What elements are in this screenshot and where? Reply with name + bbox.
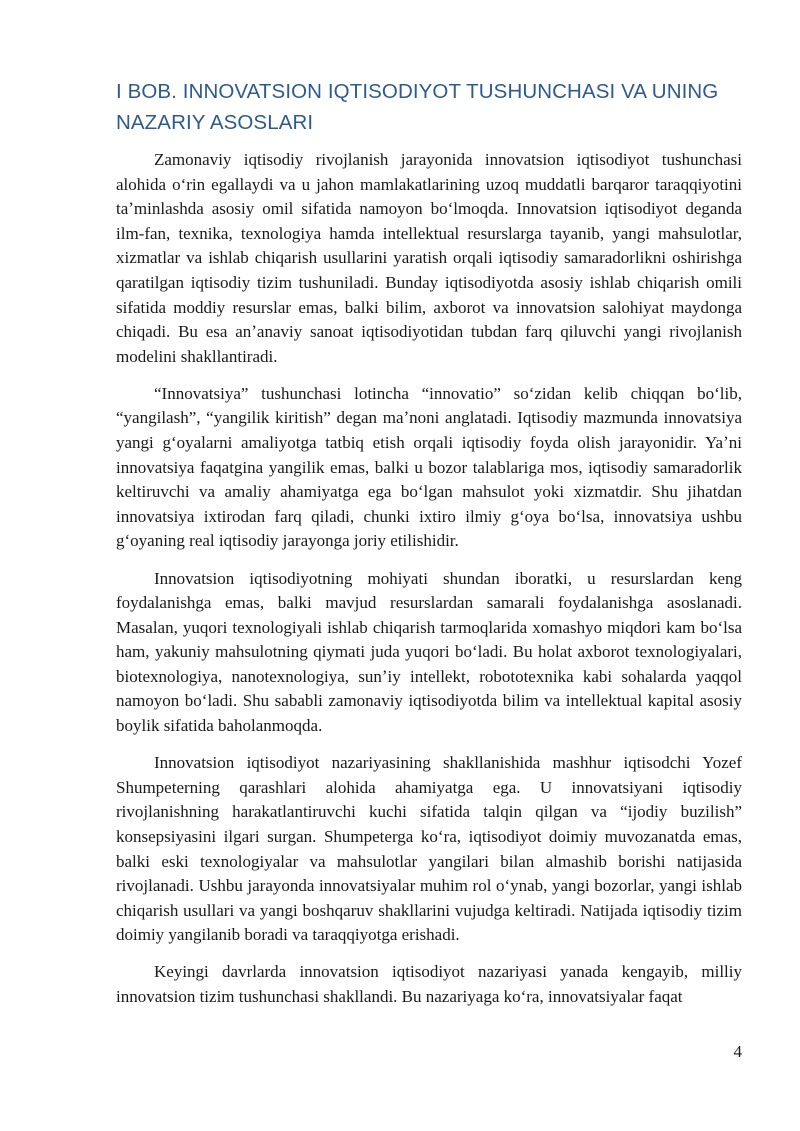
paragraph: Keyingi davrlarda innovatsion iqtisodiyot nazariyasi yanada kengayib, milliy innovatsion tizim tushunchasi shakllandi. Bu nazariyaga koʻra, innovatsiyalar faqat	[116, 962, 742, 1006]
paragraph: Innovatsion iqtisodiyot nazariyasining shakllanishida mashhur iqtisodchi Yozef Shumpeterning qarashlari alohida ahamiyatga ega. U innovatsiyani iqtisodiy rivojlanishning harakatlantiruvchi kuchi sifatida talqin qilgan va “ijodiy buzilish” konsepsiyasini ilgari surgan. Shumpeterga koʻra, iqtisodiyot doimiy muvozanatda emas, balki eski texnologiyalar va mahsulotlar yangilari bilan almashib borishi natijasida rivojlanadi. Ushbu jarayonda innovatsiyalar muhim rol oʻynab, yangi bozorlar, yangi ishlab chiqarish usullari va yangi boshqaruv shakllarini vujudga keltiradi. Natijada iqtisodiy tizim doimiy yangilanib boradi va taraqqiyotga erishadi.	[116, 753, 742, 945]
chapter-title: I BOB. INNOVATSION IQTISODIYOT TUSHUNCHASI VA UNING NAZARIY ASOSLARI	[116, 80, 719, 134]
paragraph: “Innovatsiya” tushunchasi lotincha “innovatio” soʻzidan kelib chiqqan boʻlib, “yangilash”, “yangilik kiritish” degan maʼnoni anglatadi. Iqtisodiy mazmunda innovatsiya yangi gʻoyalarni amaliyotga tatbiq etish orqali iqtisodiy foyda olish jarayonidir. Yaʼni innovatsiya faqatgina yangilik emas, balki u bozor talablariga mos, iqtisodiy samaradorlik keltiruvchi va amaliy ahamiyatga ega boʻlgan mahsulot yoki xizmatdir. Shu jihatdan innovatsiya ixtirodan farq qiladi, chunki ixtiro ilmiy gʻoya boʻlsa, innovatsiya ushbu gʻoyaning real iqtisodiy jarayonga joriy etilishidir.	[116, 383, 742, 551]
body-text	[116, 148, 742, 1022]
paragraph: Innovatsion iqtisodiyotning mohiyati shundan iboratki, u resurslardan keng foydalanishga emas, balki mavjud resurslardan samarali foydalanishga asoslanadi. Masalan, yuqori texnologiyali ishlab chiqarish tarmoqlarida xomashyo miqdori kam boʻlsa ham, yakuniy mahsulotning qiymati juda yuqori boʻladi. Bu holat axborot texnologiyalari, biotexnologiya, nanotexnologiya, sunʼiy intellekt, robototexnika kabi sohalarda yaqqol namoyon boʻladi. Shu sababli zamonaviy iqtisodiyotda bilim va intellektual kapital asosiy boylik sifatida baholanmoqda.	[116, 568, 742, 736]
page-number: 4	[733, 1042, 742, 1061]
paragraph: Zamonaviy iqtisodiy rivojlanish jarayonida innovatsion iqtisodiyot tushunchasi alohida oʻrin egallaydi va u jahon mamlakatlarining uzoq muddatli barqaror taraqqiyotini taʼminlashda asosiy omil sifatida namoyon boʻlmoqda. Innovatsion iqtisodiyot deganda ilm-fan, texnika, texnologiya hamda intellektual resurslarga tayanib, yangi mahsulotlar, xizmatlar va ishlab chiqarish usullarini yaratish orqali iqtisodiy samaradorlikni oshirishga qaratilgan iqtisodiy tizim tushuniladi. Bunday iqtisodiyotda asosiy ishlab chiqarish omili sifatida moddiy resurslar emas, balki bilim, axborot va innovatsion salohiyat maydonga chiqadi. Bu esa anʼanaviy sanoat iqtisodiyotidan tubdan farq qiluvchi yangi rivojlanish modelini shakllantiradi.	[116, 150, 742, 366]
